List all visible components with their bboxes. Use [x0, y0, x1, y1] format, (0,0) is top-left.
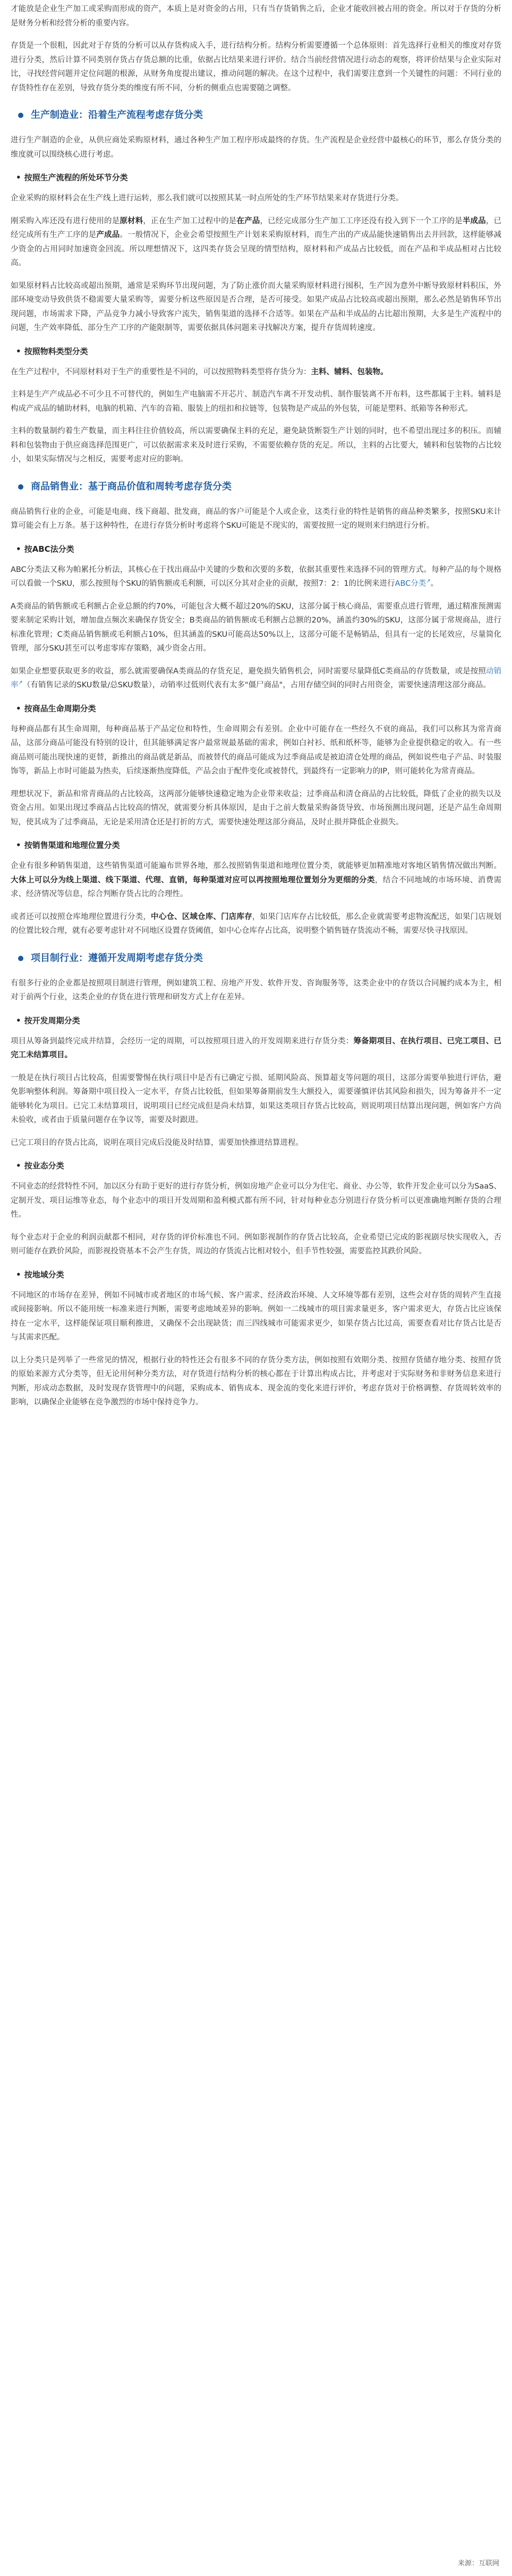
intro-paragraph: 才能放是企业生产加工或采购而形成的资产，本质上是对资金的占用，只有当存货销售之后，企业才能收回被占用的资金。所以对于存货的分析是财务分析和经营分析的重要内容。: [11, 5, 501, 28]
section-paragraph: 如果企业想要获取更多的收益，那么就需要确保A类商品的存货充足，避免损失销售机会，同时需要尽量降低C类商品的存货数量，或是按照动销率↗（有销售记录的SKU数量/总SKU数量），动销率过低则代表有太多"僵尸商品"，占用存储空间的同时占用资金，需要快速清理这部分商品。: [11, 667, 502, 689]
sell-through-rate-link[interactable]: 动销率: [11, 667, 502, 689]
section-paragraph: 一般是在执行项目占比较高，但需要警惕在执行项目中是否有已确定亏损、延期风险高、预算超支等问题的项目，这部分需要单独进行评估，避免影响整体利润。筹备期中项目投入一定水平，存货占比较低，但如果筹备期前发生大额投入，需要谨慎评估其风险和损失，因为筹备并不一定能够转化为项目。已完工未结算项目，说明项目已经完成但是尚未结算，如果这类项目存货占比较高，则说明项目结算出现问题，例如客户方尚未验收，或者由于质量问题存在争议等，需要及时跟进。: [11, 1073, 501, 1124]
bullet-dot-icon: •: [16, 544, 21, 554]
subsection-title: • 按商品生命周期分类: [16, 703, 96, 713]
subsection-title: • 按地域分类: [16, 1269, 64, 1279]
bullet-dot-icon: •: [16, 1015, 21, 1025]
section-paragraph: 商品销售行业的企业，可能是电商、线下商超、批发商，商品的客户可能是个人或企业，这类行业的特性是销售的商品种类繁多，按照SKU来计算可能会有上万条。基于这种特性，在进行存货分析时考虑将个SKU可能是不现实的，需要按照一定的规则来归纳进行分析。: [11, 507, 501, 530]
section-paragraph: 项目从筹备到最终完成并结算，会经历一定的周期，可以按照项目进入的开发周期来进行存货分类：筹备期项目、在执行项目、已完工项目、已完工未结算项目。: [11, 1037, 502, 1059]
section-paragraph: ABC分类法又称为帕累托分析法，其核心在于找出商品中关键的少数和次要的多数，依据其重要性来选择不同的管理方式。每种产品的每个规格可以看做一个SKU，那么按照每个SKU的销售额或毛利额，可以区分其对企业的贡献，按照7：2：1的比例来进行ABC分类↗。: [11, 565, 501, 588]
section-paragraph: 企业有很多种销售渠道，这些销售渠道可能遍布世界各地，那么按照销售渠道和地理位置分类，就能够更加精准地对客地区销售情况做出判断。大体上可以分为线上渠道、线下渠道、代理、直销，每种渠道对应可以再按照地理位置划分为更细的分类，结合不同地域的市场环境、消费需求、经济情况等信息，综合判断存货占比的合理性。: [11, 862, 502, 898]
section-paragraph: 在生产过程中，不同原材料对于生产的重要性是不同的，可以按照物料类型将存货分为：主料、辅料、包装物。: [11, 367, 388, 376]
section-paragraph: 主料是生产产成品必不可少且不可替代的，例如生产电脑需不开芯片、制造汽车离不开发动机、制作服装离不开布料，这些都属于主料。辅料是构成产成品的辅助材料，电脑的机箱、汽车的音箱、服装上的纽扣和拉链等，包装物是产成品的外包装，可能是塑料、纸箱等各种形式。: [11, 390, 501, 413]
bullet-dot-icon: •: [16, 1269, 21, 1279]
link-marker-icon: ↗: [426, 578, 431, 585]
section-paragraph: 已完工项目的存货占比高，说明在项目完成后没能及时结算，需要加快推进结算进程。: [11, 1138, 303, 1147]
abc-classification-link[interactable]: ABC分类: [395, 579, 426, 588]
bullet-dot-icon: •: [16, 346, 21, 356]
section-paragraph: 进行生产制造的企业，从供应商处采购原材料，通过各种生产加工程序形成最终的存货。生产流程是企业经营中最核心的环节，那么存货分类的维度就可以围绕核心进行考虑。: [11, 136, 501, 159]
section-paragraph: 或者还可以按照仓库地理位置进行分类，中心仓、区域仓库、门店库存，如果门店库存占比较低，那么企业就需要考虑物流配送，如果门店规划的位置比较合理，就有必要考虑针对不同地区设置存货阈值，如中心仓库存占比高，说明整个销售链存货流动不畅，需要尽快寻找原因。: [11, 912, 501, 935]
section-paragraph: 理想状况下，新品和常青商品的占比较高，这两部分能够快速稳定地为企业带来收益；过季商品和清仓商品的占比较低，降低了企业的损失以及资金占用。如果出现过季商品占比较高的情况，就需要分析具体原因，是由于之前大数量采购备货导致、市场预测出现问题，还是产品生命周期短，使其成为了过季商品，无论是采用清仓还是打折的方式，需要快速处理这部分商品，及时止损并降低企业损失。: [11, 789, 501, 827]
section-title-text: 商品销售业：基于商品价值和周转考虑存货分类: [31, 481, 232, 492]
subsection-title: • 按ABC法分类: [16, 544, 74, 554]
section-paragraph: 有很多行业的企业都是按照项目制进行管理，例如建筑工程、房地产开发、软件开发、咨询服务等，这类企业中的存货以合同履约成本为主，相对于前两个行业，这类企业的存货在进行管理和研发方式上存在差异。: [11, 979, 501, 1001]
bullet-dot-icon: •: [16, 1161, 21, 1171]
section-title-retail: [11, 479, 501, 494]
intro-paragraph: 存货是一个很粗，因此对于存货的分析可以从存货构成入手，进行结构分析。结构分析需要遵循一个总体原则：首先选择行业相关的维度对存货进行分类，然后计算不同类别存货占存货总额的比重，依据占比结果来进行评价。结合当前经营情况进行动态的观察，将评价结果与企业实际对比，寻找经营问题并定位问题的根源，从财务角度提出建议，推动问题的解决。在这个过程中，我们需要注意到一个关键性的问题：不同行业的存货特性存在差别，导致存货分类的维度有所不同，分析的侧重点也需要随之调整。: [11, 41, 501, 92]
link-marker-icon: ↗: [18, 680, 23, 686]
section-paragraph: 每种商品都有其生命周期，每种商品基于产品定位和特性，生命周期会有差别。企业中可能存在一些经久不衰的商品，我们可以称其为常青商品，这部分商品可能没有特别的设计，但其能够满足客户最常规最基础的需求，例如白衬衫、纸和纸杯等，能够为企业提供稳定的收入。有一些商品则可能出现快速的更替，新推出的商品就是新品，而被替代的商品可能成为过季商品或是被迫清仓处理的商品，例如说些电子产品、时装服饰等，新品上市时可能最为热卖，后续逐渐热度降低，产品会由于配件变化或被替代，到最终有一定影响力的IP，则可能转化为常青商品。: [11, 725, 501, 776]
bullet-dot-icon: •: [16, 173, 21, 182]
section-paragraph: 不同地区的市场存在差异，例如不同城市或者地区的市场气候、客户需求、经济政治环境、人文环境等都有差别，这些会对存货的周转产生直接或间接影响。所以不能用统一标准来进行判断，需要考虑地域差异的影响。例如一二线城市的项目需求量更多，客户需求更大，存货占比应该保持在一定水平，这样能保证项目顺利推进，又确保不会出现缺货；而三四线城市可能需求更少，如果存货占比过高，需要查看对比存货占比是否与其需求匹配。: [11, 1291, 501, 1342]
subsection-title: • 按照物料类型分类: [16, 346, 88, 356]
section-paragraph: 主料的数量制约着生产数量，而主料往往价值较高，所以需要确保主料的充足，避免缺货断裂生产计划的同时，也不希望出现过多的积压。而辅料和包装物由于供应商选择范围更广，可以依据需求来及时进行采购，不需要依赖存货的充足。所以，主料的占比要大，辅料和包装物的占比较小，如果实际情况与之相反，需要考虑对应的影响。: [11, 427, 501, 464]
subsection-title: • 按开发周期分类: [16, 1015, 80, 1025]
bullet-dot-icon: [18, 113, 23, 118]
section-paragraph: 刚采购入库还没有进行使用的是原材料，正在生产加工过程中的是在产品，已经完成部分生产加工工序还没有投入到下一个工序的是半成品，已经完成所有生产工序的是产成品。一般情况下，企业会希望按照生产计划来采购原材料，而生产出的产成品能快速销售出去并回款，这样能够减少资金的占用同时加速资金回流。所以理想情况下，这四类存货会呈现的情型结构，原材料和产成品占比较低，而在产品和半成品相对占比较高。: [11, 216, 502, 267]
source-credit: 来源：互联网: [457, 2559, 499, 2567]
section-paragraph: 不同业态的经营特性不同，加以区分有助于更好的进行存货分析，例如房地产企业可以分为住宅、商业、办公等，软件开发企业可以分为SaaS、定制开发、项目运维等业态，每个业态中的项目开发周期和盈利模式都有所不同，针对每种业态分别进行存货分析可以更准确地判断存货的合理性。: [11, 1182, 501, 1219]
section-paragraph: 企业采购的原材料会在生产线上进行运转，那么我们就可以按照其某一时点所处的生产环节结果来对存货进行分类。: [11, 194, 404, 203]
section-title-manufacturing: [11, 108, 501, 123]
bullet-dot-icon: •: [16, 840, 21, 850]
subsection-title: • 按业态分类: [16, 1161, 64, 1171]
section-paragraph: 每个业态对于企业的利润贡献都不相同，对存货的评价标准也不同。例如影视制作的存货占比较高，企业希望已完成的影视剧尽快实现收入，否则可能存在跌价风险，而影视投资基本不会产生存货，周边的存货流占比相对较小，但手节性较强，需要监控其跌价风险。: [11, 1233, 501, 1256]
section-title-text: 生产制造业：沿着生产流程考虑存货分类: [31, 110, 203, 121]
section-title-text: 项目制行业：遵循开发周期考虑存货分类: [31, 952, 203, 964]
subsection-title: • 按销售渠道和地理位置分类: [16, 840, 120, 850]
bullet-dot-icon: •: [16, 703, 21, 713]
outro-paragraph: 以上分类只是列举了一些常见的情况，根据行业的特性还会有很多不同的存货分类方法，例如按照有效期分类、按照存货储存地分类、按照存货的原始来源方式分类等，但无论用何种分类方法，对存货进行结构分析的核心都在于计算出构成占比，并考虑对于实际财务和非财务信息来进行判断，形成动态数据，及时发现存货管理中的问题，采购成本、销售成本、现金流的变化来进行评价，考虑存货对于价格调整、存货周转效率的影响，以确保企业能够在竞争激烈的市场中保持竞争力。: [11, 1356, 501, 1407]
bullet-dot-icon: [18, 484, 23, 490]
section-paragraph: 如果原材料占比较高或超出预期，通常是采购环节出现问题，为了防止涨价而大量采购原材料进行囤积，生产因为意外中断导致原材料积压，外部环境变动导致供货不稳需要大量采购等，需要分析这些原因是否合理，是否可接受。如果产成品占比较高或超出预期，那么必然是销售环节出现问题，市场需求下降，产品竞争力减小导致客户流失，销售渠道的选择不合适等。如果在产品和半成品的占比超出预期，大多是生产流程中的问题，生产效率降低、部分生产工序的产能限制等，需要依据具体问题来寻找解决方案，提升存货周转速度。: [11, 281, 501, 332]
bullet-dot-icon: [18, 956, 23, 961]
section-paragraph: A类商品的销售额或毛利额占企业总额的约70%，可能包含大概不超过20%的SKU，这部分属于核心商品，需要重点进行管理，通过精准预测需要来制定采购计划，增加盘点频次来确保存货安全；B类商品的销售额或毛利额占总额的20%，涵盖约30%的SKU，这部分属于常规商品，进行标准化管理；C类商品销售额或毛利额占10%，但其涵盖的SKU可能高达50%以上，这部分可能不是畅销品，但具有一定的长尾效应，尽量简化管理，部分SKU甚至可以考虑零库存策略，减少资金占用。: [11, 602, 501, 653]
section-title-project: [11, 951, 501, 966]
subsection-title: • 按照生产流程的所处环节分类: [16, 173, 128, 182]
